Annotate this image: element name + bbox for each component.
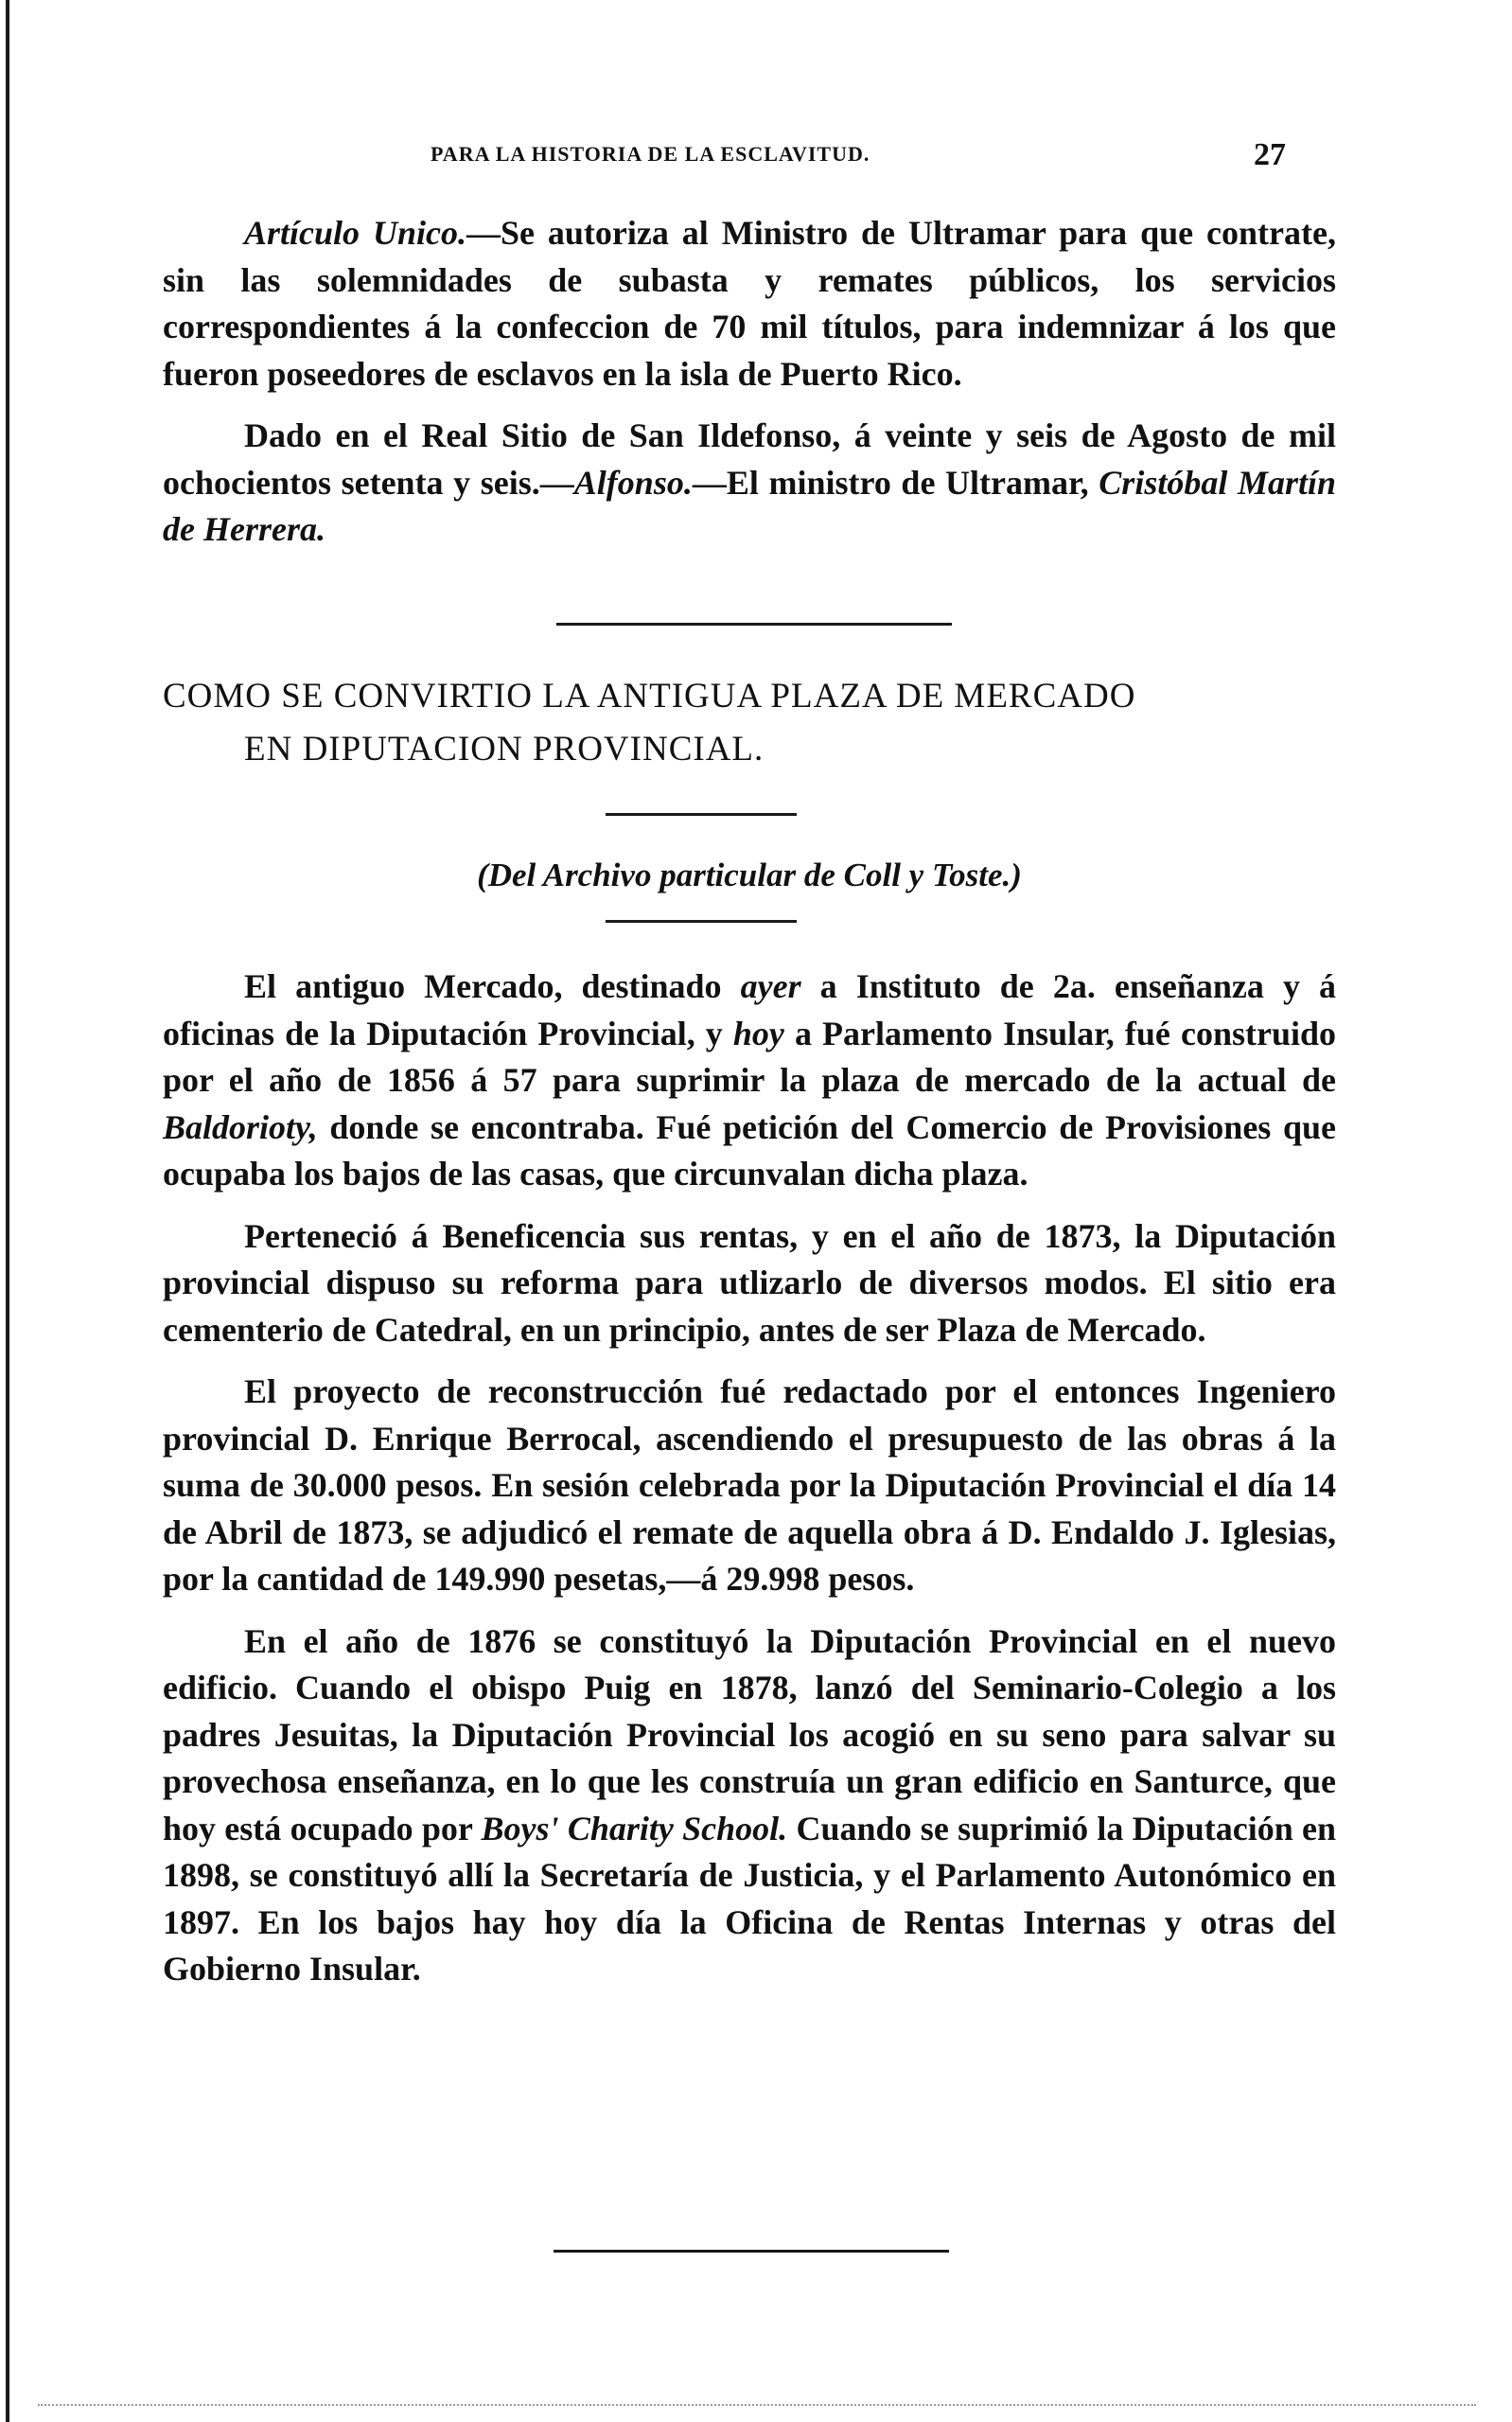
minister-prefix: —El ministro de Ultramar, (692, 463, 1099, 502)
p1-ayer: ayer (740, 967, 801, 1005)
closing-rule (554, 2250, 949, 2253)
scan-bottom-edge (38, 2404, 1476, 2408)
p1-text: donde se encontraba. Fué petición del Comercio de Provisiones que ocupaba los bajos de las casas, que circunvalan dicha plaza. (163, 1107, 1336, 1193)
divider-rule (556, 623, 952, 626)
page-scan-edge (6, 0, 9, 2422)
minister-name: Cristóbal Martín de Herrera. (163, 463, 1336, 548)
king-name: Alfonso. (573, 463, 693, 502)
p4-text: Cuando se suprimió la Diputación en 1898, se constituyó allí la Secretaría de Justicia, y el Parlamento Autonómico en 1897. En los bajos hay hoy día la Oficina de Rentas Internas y otras del Gobierno Insular. (163, 1809, 1336, 1988)
decree-block (163, 210, 1336, 554)
page-number: 27 (1254, 137, 1286, 172)
p1-text: a Instituto de 2a. enseñanza y á oficinas de la Diputación Provincial, y (163, 967, 1337, 1052)
decree-article (163, 210, 1336, 398)
section-heading (163, 670, 1336, 776)
p1-baldorioty: Baldorioty, (163, 1107, 318, 1146)
short-rule (606, 920, 797, 923)
p4-school: Boys' Charity School. (481, 1809, 788, 1847)
source-attribution: (Del Archivo particular de Coll y Toste.) (477, 857, 1022, 893)
p1-text: El antiguo Mercado, destinado (244, 967, 741, 1005)
article-label: Artículo Unico. (244, 214, 466, 252)
decree-signature (163, 413, 1336, 554)
p1-hoy: hoy (732, 1014, 784, 1052)
paragraph-2: Perteneció á Beneficencia sus rentas, y en el año de 1873, la Diputación provincial dispuso su reforma para utlizarlo de diversos modos. El sitio era cementerio de Catedral, en un principio, antes de ser Plaza de Mercado. (163, 1216, 1336, 1349)
paragraph-1 (163, 963, 1336, 1198)
paragraph-3: El proyecto de reconstrucción fué redactado por el entonces Ingeniero provincial D. Enrique Berrocal, ascendiendo el presupuesto de las obras á la suma de 30.000 pesos. En sesión celebrada por la Diputación Provincial el día 14 de Abril de 1873, se adjudicó el remate de aquella obra á D. Endaldo J. Iglesias, por la cantidad de 149.990 pesetas,—á 29.998 pesos. (163, 1372, 1336, 1598)
dado-text: Dado en el Real Sitio de San Ildefonso, á veinte y seis de Agosto de mil ochocientos setenta y seis.— (163, 416, 1336, 502)
article-text: —Se autoriza al Ministro de Ultramar para que contrate, sin las solemnidades de subasta y remates públicos, los servicios correspondientes á la confeccion de 70 mil títulos, para indemnizar á los que fueron poseedores de esclavos en la isla de Puerto Rico. (163, 214, 1336, 393)
p4-text: En el año de 1876 se constituyó la Diputación Provincial en el nuevo edificio. Cuando el obispo Puig en 1878, lanzó del Seminario-Colegio a los padres Jesuitas, la Diputación Provincial los acogió en su seno para salvar su provechosa enseñanza, en lo que les construía un gran edificio en Santurce, que hoy está ocupado por (163, 1621, 1336, 1847)
short-rule (606, 813, 797, 816)
paragraph-4 (163, 1618, 1336, 1993)
heading-line-1: COMO SE CONVIRTIO LA ANTIGUA PLAZA DE MERCADO (163, 677, 1136, 716)
p1-text: a Parlamento Insular, fué construido por el año de 1856 á 57 para suprimir la plaza de mercado de la actual de (163, 1014, 1336, 1099)
article-body (163, 963, 1336, 1993)
heading-line-2: EN DIPUTACION PROVINCIAL. (244, 730, 765, 769)
running-title: PARA LA HISTORIA DE LA ESCLAVITUD. (431, 142, 870, 166)
